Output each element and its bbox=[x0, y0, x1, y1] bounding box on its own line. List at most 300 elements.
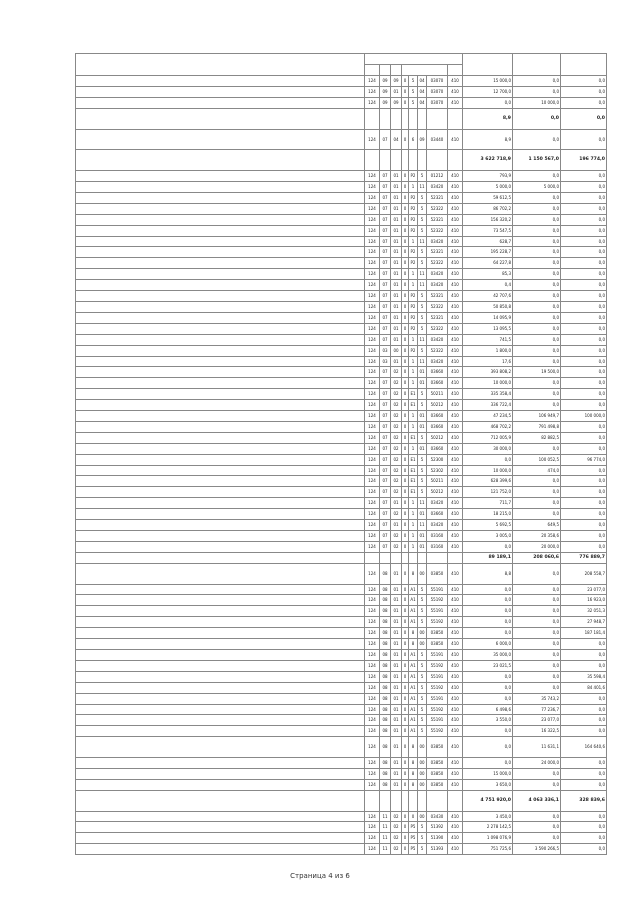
row-name bbox=[76, 323, 365, 334]
amount-year-1: 0,0 bbox=[463, 454, 513, 465]
amount-year-3: 0,0 bbox=[561, 432, 607, 443]
code-csr-3: 01 bbox=[418, 421, 427, 432]
table-row bbox=[76, 563, 607, 584]
row-name bbox=[76, 203, 365, 214]
code-csr-4: 52322 bbox=[427, 301, 448, 312]
code-grbs: 124 bbox=[365, 811, 380, 822]
amount-year-1: 0,0 bbox=[463, 737, 513, 758]
code-csr-2: P2 bbox=[409, 323, 418, 334]
code-csr-2: P2 bbox=[409, 247, 418, 258]
row-name bbox=[76, 822, 365, 833]
amount-year-3: 0,0 bbox=[561, 203, 607, 214]
code-csr-1 bbox=[402, 552, 409, 563]
code-pr: 01 bbox=[391, 301, 402, 312]
amount-year-1: 0,0 bbox=[463, 671, 513, 682]
amount-year-2: 11 631,1 bbox=[513, 737, 561, 758]
row-name bbox=[76, 108, 365, 129]
code-rz: 07 bbox=[380, 432, 391, 443]
code-csr-4: 52321 bbox=[427, 312, 448, 323]
amount-year-3: 0,0 bbox=[561, 76, 607, 87]
row-name bbox=[76, 693, 365, 704]
code-csr-3: 11 bbox=[418, 280, 427, 291]
header-year-1 bbox=[463, 54, 513, 76]
code-rz: 09 bbox=[380, 97, 391, 108]
amount-year-2: 0,0 bbox=[513, 192, 561, 203]
code-pr: 01 bbox=[391, 595, 402, 606]
table-row bbox=[76, 737, 607, 758]
code-csr-4: 55192 bbox=[427, 704, 448, 715]
amount-year-2: 10 000,0 bbox=[513, 97, 561, 108]
amount-year-2: 0,0 bbox=[513, 649, 561, 660]
table-row bbox=[76, 476, 607, 487]
code-csr-3: 5 bbox=[418, 584, 427, 595]
row-name bbox=[76, 214, 365, 225]
table-row bbox=[76, 443, 607, 454]
amount-year-3: 0,0 bbox=[561, 779, 607, 790]
amount-year-1: 0,0 bbox=[463, 682, 513, 693]
amount-year-1: 5 692,5 bbox=[463, 520, 513, 531]
code-csr-3: 01 bbox=[418, 411, 427, 422]
code-csr-4 bbox=[427, 790, 448, 811]
code-csr-4: 03070 bbox=[427, 97, 448, 108]
code-csr-3: 5 bbox=[418, 660, 427, 671]
amount-year-3: 0,0 bbox=[561, 421, 607, 432]
code-csr-4: 03420 bbox=[427, 182, 448, 193]
code-vr: 410 bbox=[448, 247, 463, 258]
row-name bbox=[76, 552, 365, 563]
code-csr-4: 03660 bbox=[427, 367, 448, 378]
code-rz: 08 bbox=[380, 595, 391, 606]
table-row bbox=[76, 214, 607, 225]
table-row bbox=[76, 811, 607, 822]
code-pr: 02 bbox=[391, 833, 402, 844]
code-rz: 07 bbox=[380, 476, 391, 487]
amount-year-2: 0,0 bbox=[513, 563, 561, 584]
code-vr: 410 bbox=[448, 182, 463, 193]
code-vr: 410 bbox=[448, 86, 463, 97]
code-vr: 410 bbox=[448, 454, 463, 465]
code-csr-2: P2 bbox=[409, 301, 418, 312]
amount-year-2: 0,0 bbox=[513, 822, 561, 833]
amount-year-2: 0,0 bbox=[513, 833, 561, 844]
header-code-csr bbox=[402, 65, 448, 76]
table-row bbox=[76, 378, 607, 389]
amount-year-2: 0,0 bbox=[513, 584, 561, 595]
code-pr bbox=[391, 790, 402, 811]
code-pr: 01 bbox=[391, 236, 402, 247]
table-row bbox=[76, 606, 607, 617]
amount-year-3: 0,0 bbox=[561, 247, 607, 258]
row-name bbox=[76, 76, 365, 87]
code-vr: 410 bbox=[448, 509, 463, 520]
code-csr-2: 5 bbox=[409, 97, 418, 108]
row-name bbox=[76, 291, 365, 302]
code-csr-3: 5 bbox=[418, 595, 427, 606]
amount-year-3: 208 558,7 bbox=[561, 563, 607, 584]
code-pr: 01 bbox=[391, 649, 402, 660]
code-grbs: 124 bbox=[365, 411, 380, 422]
code-vr: 410 bbox=[448, 258, 463, 269]
code-csr-1: 0 bbox=[402, 476, 409, 487]
code-csr-2: A1 bbox=[409, 726, 418, 737]
amount-year-3: 0,0 bbox=[561, 258, 607, 269]
code-vr: 410 bbox=[448, 97, 463, 108]
code-rz: 07 bbox=[380, 182, 391, 193]
code-csr-1: 0 bbox=[402, 400, 409, 411]
budget-table bbox=[75, 53, 607, 855]
code-vr: 410 bbox=[448, 367, 463, 378]
code-rz: 08 bbox=[380, 768, 391, 779]
amount-year-3: 0,0 bbox=[561, 649, 607, 660]
code-csr-3: 01 bbox=[418, 509, 427, 520]
code-grbs: 124 bbox=[365, 779, 380, 790]
amount-year-1: 0,0 bbox=[463, 606, 513, 617]
code-pr: 01 bbox=[391, 498, 402, 509]
code-vr: 410 bbox=[448, 639, 463, 650]
table-row bbox=[76, 822, 607, 833]
code-vr: 410 bbox=[448, 171, 463, 182]
code-vr: 410 bbox=[448, 649, 463, 660]
code-rz: 07 bbox=[380, 312, 391, 323]
code-csr-3: 01 bbox=[418, 541, 427, 552]
code-csr-2: A1 bbox=[409, 671, 418, 682]
code-grbs: 124 bbox=[365, 203, 380, 214]
table-row bbox=[76, 726, 607, 737]
code-csr-2: 8 bbox=[409, 563, 418, 584]
code-csr-1: 0 bbox=[402, 811, 409, 822]
table-row bbox=[76, 584, 607, 595]
amount-year-3: 100 000,0 bbox=[561, 411, 607, 422]
code-csr-1: 0 bbox=[402, 182, 409, 193]
code-pr: 02 bbox=[391, 421, 402, 432]
code-csr-1: 0 bbox=[402, 531, 409, 542]
code-csr-4: 03850 bbox=[427, 779, 448, 790]
code-rz: 08 bbox=[380, 693, 391, 704]
code-csr-4: 03160 bbox=[427, 531, 448, 542]
amount-year-2: 0,0 bbox=[513, 236, 561, 247]
table-row bbox=[76, 203, 607, 214]
code-grbs: 124 bbox=[365, 639, 380, 650]
amount-year-1: 468 702,2 bbox=[463, 421, 513, 432]
code-pr: 01 bbox=[391, 660, 402, 671]
table-row bbox=[76, 768, 607, 779]
code-grbs: 124 bbox=[365, 389, 380, 400]
amount-year-3: 0,0 bbox=[561, 192, 607, 203]
code-rz: 07 bbox=[380, 541, 391, 552]
amount-year-1: 15 000,0 bbox=[463, 768, 513, 779]
table-row bbox=[76, 487, 607, 498]
code-csr-2: 1 bbox=[409, 509, 418, 520]
amount-year-3: 0,0 bbox=[561, 129, 607, 150]
code-csr-1: 0 bbox=[402, 301, 409, 312]
amount-year-3: 0,0 bbox=[561, 531, 607, 542]
code-rz: 07 bbox=[380, 301, 391, 312]
code-pr: 01 bbox=[391, 86, 402, 97]
code-vr: 410 bbox=[448, 628, 463, 639]
code-csr-3: 11 bbox=[418, 269, 427, 280]
amount-year-1: 393 808,2 bbox=[463, 367, 513, 378]
code-grbs: 124 bbox=[365, 225, 380, 236]
code-csr-4: 03430 bbox=[427, 811, 448, 822]
amount-year-3: 0,0 bbox=[561, 822, 607, 833]
code-csr-4: 52322 bbox=[427, 345, 448, 356]
code-csr-3: 5 bbox=[418, 258, 427, 269]
code-csr-3: 5 bbox=[418, 465, 427, 476]
amount-year-3: 196 774,0 bbox=[561, 150, 607, 171]
code-grbs: 124 bbox=[365, 76, 380, 87]
code-csr-4: 52322 bbox=[427, 258, 448, 269]
code-csr-4: 55191 bbox=[427, 584, 448, 595]
code-csr-2: E1 bbox=[409, 389, 418, 400]
row-name bbox=[76, 367, 365, 378]
code-csr-3: 00 bbox=[418, 758, 427, 769]
amount-year-3: 0,0 bbox=[561, 378, 607, 389]
amount-year-1: 0,0 bbox=[463, 541, 513, 552]
code-vr: 410 bbox=[448, 432, 463, 443]
code-csr-4: 52322 bbox=[427, 203, 448, 214]
code-pr bbox=[391, 108, 402, 129]
code-csr-2: E1 bbox=[409, 476, 418, 487]
row-name bbox=[76, 236, 365, 247]
code-grbs: 124 bbox=[365, 400, 380, 411]
amount-year-3: 0,0 bbox=[561, 660, 607, 671]
code-vr bbox=[448, 150, 463, 171]
amount-year-1: 50 850,8 bbox=[463, 301, 513, 312]
code-pr bbox=[391, 150, 402, 171]
amount-year-3: 0,0 bbox=[561, 389, 607, 400]
code-rz bbox=[380, 552, 391, 563]
code-csr-1: 0 bbox=[402, 779, 409, 790]
code-grbs: 124 bbox=[365, 563, 380, 584]
code-pr: 01 bbox=[391, 171, 402, 182]
amount-year-3: 0,0 bbox=[561, 541, 607, 552]
amount-year-2: 0,0 bbox=[513, 258, 561, 269]
amount-year-2: 0,0 bbox=[513, 225, 561, 236]
code-csr-3 bbox=[418, 150, 427, 171]
code-csr-1: 0 bbox=[402, 617, 409, 628]
code-vr: 410 bbox=[448, 203, 463, 214]
code-rz: 07 bbox=[380, 129, 391, 150]
code-csr-4: 55191 bbox=[427, 649, 448, 660]
code-csr-4 bbox=[427, 150, 448, 171]
amount-year-2: 82 882,5 bbox=[513, 432, 561, 443]
code-vr: 410 bbox=[448, 606, 463, 617]
amount-year-1: 0,4 bbox=[463, 280, 513, 291]
amount-year-3: 0,0 bbox=[561, 443, 607, 454]
row-name bbox=[76, 97, 365, 108]
code-csr-2: P5 bbox=[409, 833, 418, 844]
code-csr-1: 0 bbox=[402, 737, 409, 758]
header-group-title bbox=[365, 54, 463, 65]
code-vr: 410 bbox=[448, 715, 463, 726]
amount-year-3: 0,0 bbox=[561, 312, 607, 323]
row-name bbox=[76, 660, 365, 671]
amount-year-3: 0,0 bbox=[561, 844, 607, 855]
code-csr-4: 03660 bbox=[427, 421, 448, 432]
code-csr-3: 5 bbox=[418, 345, 427, 356]
code-pr: 01 bbox=[391, 203, 402, 214]
code-pr: 09 bbox=[391, 97, 402, 108]
amount-year-1: 35 000,0 bbox=[463, 649, 513, 660]
amount-year-3: 0,0 bbox=[561, 97, 607, 108]
amount-year-2: 0,0 bbox=[513, 129, 561, 150]
code-pr bbox=[391, 552, 402, 563]
amount-year-3: 0,0 bbox=[561, 367, 607, 378]
code-csr-3: 5 bbox=[418, 432, 427, 443]
amount-year-3: 776 889,7 bbox=[561, 552, 607, 563]
code-rz: 08 bbox=[380, 682, 391, 693]
code-csr-2: E1 bbox=[409, 400, 418, 411]
code-csr-4: 03420 bbox=[427, 334, 448, 345]
code-csr-3: 5 bbox=[418, 682, 427, 693]
code-grbs: 124 bbox=[365, 247, 380, 258]
row-name bbox=[76, 258, 365, 269]
code-csr-2: E1 bbox=[409, 432, 418, 443]
code-vr: 410 bbox=[448, 617, 463, 628]
code-rz: 07 bbox=[380, 443, 391, 454]
row-name bbox=[76, 682, 365, 693]
code-grbs: 124 bbox=[365, 660, 380, 671]
table-row bbox=[76, 411, 607, 422]
code-pr: 01 bbox=[391, 269, 402, 280]
amount-year-2: 0,0 bbox=[513, 334, 561, 345]
code-csr-2: 8 bbox=[409, 628, 418, 639]
code-pr: 01 bbox=[391, 563, 402, 584]
code-grbs: 124 bbox=[365, 258, 380, 269]
code-pr: 02 bbox=[391, 487, 402, 498]
table-row bbox=[76, 498, 607, 509]
code-csr-1: 0 bbox=[402, 367, 409, 378]
amount-year-2: 0,0 bbox=[513, 378, 561, 389]
code-csr-1: 0 bbox=[402, 345, 409, 356]
code-csr-3: 01 bbox=[418, 367, 427, 378]
amount-year-1: 10 000,0 bbox=[463, 378, 513, 389]
amount-year-3: 0,0 bbox=[561, 182, 607, 193]
code-pr: 01 bbox=[391, 779, 402, 790]
code-csr-4 bbox=[427, 108, 448, 129]
amount-year-3: 96 774,0 bbox=[561, 454, 607, 465]
code-csr-3: 5 bbox=[418, 617, 427, 628]
table-row bbox=[76, 617, 607, 628]
code-csr-4: 52300 bbox=[427, 454, 448, 465]
code-pr: 02 bbox=[391, 822, 402, 833]
code-vr: 410 bbox=[448, 465, 463, 476]
amount-year-3: 0,0 bbox=[561, 520, 607, 531]
code-grbs: 124 bbox=[365, 833, 380, 844]
row-name bbox=[76, 671, 365, 682]
code-vr: 410 bbox=[448, 312, 463, 323]
code-grbs: 124 bbox=[365, 432, 380, 443]
amount-year-3: 0,0 bbox=[561, 509, 607, 520]
code-csr-4: 03660 bbox=[427, 443, 448, 454]
code-vr: 410 bbox=[448, 844, 463, 855]
code-csr-1: 0 bbox=[402, 649, 409, 660]
amount-year-3: 0,0 bbox=[561, 704, 607, 715]
code-csr-2 bbox=[409, 790, 418, 811]
code-vr: 410 bbox=[448, 671, 463, 682]
code-csr-2: P2 bbox=[409, 291, 418, 302]
code-rz bbox=[380, 150, 391, 171]
code-grbs: 124 bbox=[365, 171, 380, 182]
code-rz: 07 bbox=[380, 531, 391, 542]
code-rz: 07 bbox=[380, 214, 391, 225]
amount-year-1: 15 000,0 bbox=[463, 76, 513, 87]
row-name bbox=[76, 541, 365, 552]
code-csr-3: 00 bbox=[418, 628, 427, 639]
code-grbs: 124 bbox=[365, 367, 380, 378]
amount-year-3: 0,0 bbox=[561, 171, 607, 182]
row-name bbox=[76, 768, 365, 779]
code-csr-4: 52322 bbox=[427, 323, 448, 334]
amount-year-1: 628 399,6 bbox=[463, 476, 513, 487]
amount-year-2: 23 077,0 bbox=[513, 715, 561, 726]
code-pr: 01 bbox=[391, 182, 402, 193]
code-vr: 410 bbox=[448, 498, 463, 509]
amount-year-2: 0,0 bbox=[513, 606, 561, 617]
code-vr bbox=[448, 790, 463, 811]
table-row bbox=[76, 323, 607, 334]
amount-year-3: 0,0 bbox=[561, 269, 607, 280]
code-pr: 01 bbox=[391, 671, 402, 682]
amount-year-1: 0,0 bbox=[463, 693, 513, 704]
row-name bbox=[76, 443, 365, 454]
amount-year-3: 0,0 bbox=[561, 214, 607, 225]
code-csr-2: P2 bbox=[409, 345, 418, 356]
code-csr-2: 1 bbox=[409, 334, 418, 345]
code-rz: 07 bbox=[380, 520, 391, 531]
code-csr-1: 0 bbox=[402, 509, 409, 520]
code-csr-2: 8 bbox=[409, 639, 418, 650]
amount-year-3: 0,0 bbox=[561, 811, 607, 822]
row-name bbox=[76, 150, 365, 171]
code-grbs: 124 bbox=[365, 129, 380, 150]
amount-year-2: 649,5 bbox=[513, 520, 561, 531]
code-grbs: 124 bbox=[365, 301, 380, 312]
code-vr: 410 bbox=[448, 356, 463, 367]
code-vr: 410 bbox=[448, 389, 463, 400]
row-name bbox=[76, 520, 365, 531]
code-csr-3: 5 bbox=[418, 606, 427, 617]
code-pr: 02 bbox=[391, 811, 402, 822]
amount-year-3: 0,0 bbox=[561, 356, 607, 367]
amount-year-2: 0,0 bbox=[513, 291, 561, 302]
code-pr: 09 bbox=[391, 76, 402, 87]
code-grbs: 124 bbox=[365, 822, 380, 833]
code-csr-1: 0 bbox=[402, 312, 409, 323]
code-csr-1: 0 bbox=[402, 844, 409, 855]
amount-year-1: 0,0 bbox=[463, 595, 513, 606]
code-pr: 02 bbox=[391, 476, 402, 487]
amount-year-2: 0,0 bbox=[513, 76, 561, 87]
table-row bbox=[76, 541, 607, 552]
code-grbs: 124 bbox=[365, 421, 380, 432]
code-csr-3 bbox=[418, 108, 427, 129]
amount-year-1: 711,7 bbox=[463, 498, 513, 509]
table-row bbox=[76, 97, 607, 108]
amount-year-1: 6 000,0 bbox=[463, 639, 513, 650]
code-csr-2: 1 bbox=[409, 411, 418, 422]
amount-year-1: 121 752,0 bbox=[463, 487, 513, 498]
row-name bbox=[76, 280, 365, 291]
code-vr: 410 bbox=[448, 76, 463, 87]
amount-year-3: 35 598,4 bbox=[561, 671, 607, 682]
table-row bbox=[76, 345, 607, 356]
code-grbs: 124 bbox=[365, 345, 380, 356]
code-csr-2: 1 bbox=[409, 367, 418, 378]
amount-year-3: 0,0 bbox=[561, 726, 607, 737]
code-csr-1: 0 bbox=[402, 411, 409, 422]
code-vr: 410 bbox=[448, 334, 463, 345]
